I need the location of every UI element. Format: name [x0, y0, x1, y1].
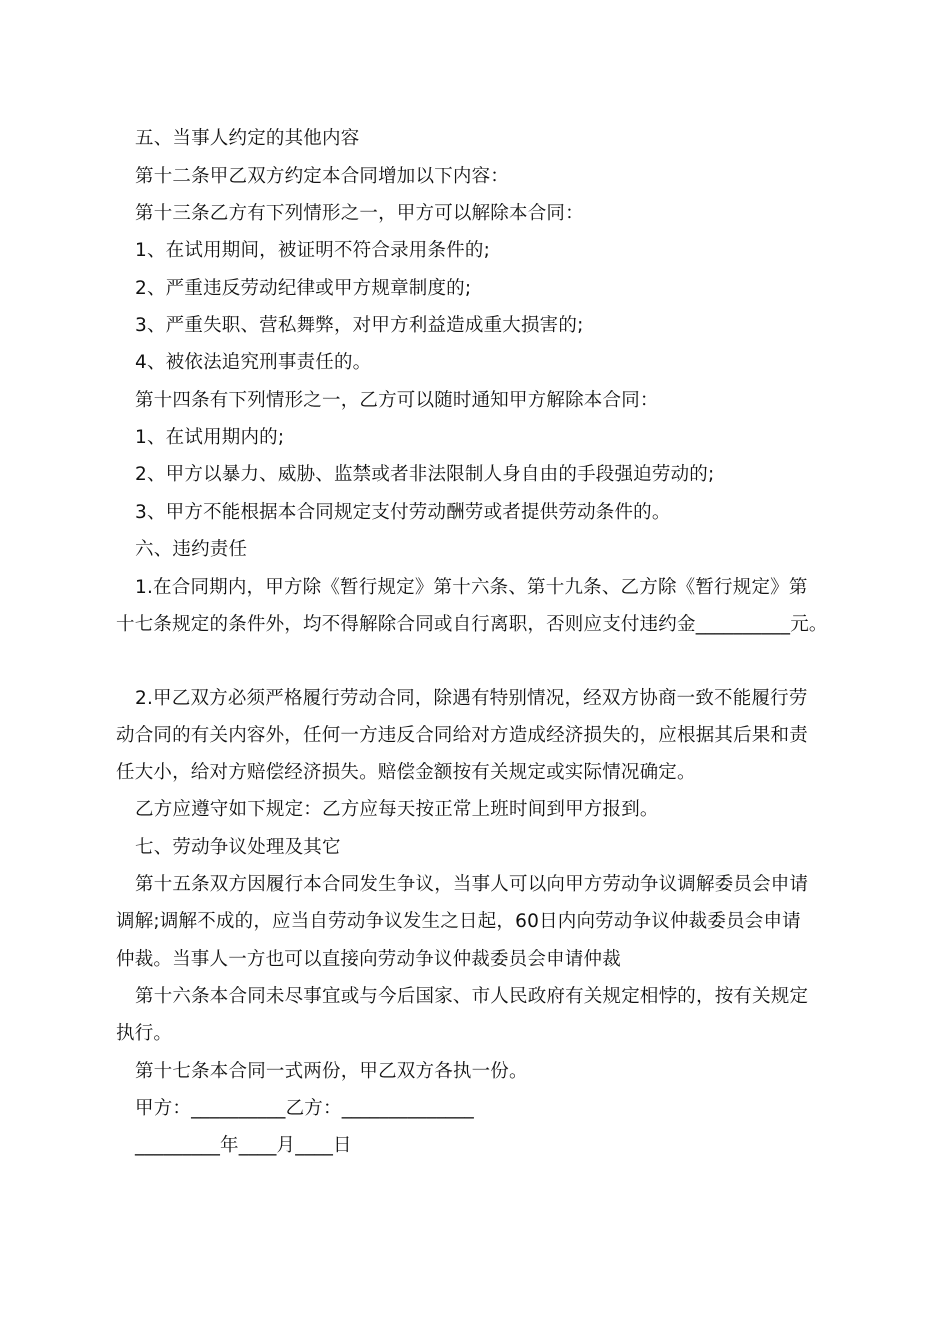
signature-line: 甲方：__________乙方：______________	[135, 1098, 475, 1119]
clause-15-line-2: 调解;调解不成的，应当自劳动争议发生之日起，60日内向劳动争议仲裁委员会申请	[116, 911, 801, 932]
liability-para-1-line-2: 十七条规定的条件外，均不得解除合同或自行离职，否则应支付违约金__________元。	[116, 614, 828, 635]
clause-13-item-2: 2、严重违反劳动纪律或甲方规章制度的;	[135, 278, 472, 299]
clause-14: 第十四条有下列情形之一，乙方可以随时通知甲方解除本合同：	[135, 390, 659, 411]
clause-14-item-1: 1、在试用期内的;	[135, 427, 285, 448]
party-b-rule: 乙方应遵守如下规定：乙方应每天按正常上班时间到甲方报到。	[135, 799, 659, 820]
liability-para-1-line-1: 1.在合同期内，甲方除《暂行规定》第十六条、第十九条、乙方除《暂行规定》第	[135, 577, 808, 598]
clause-13-item-3: 3、严重失职、营私舞弊，对甲方利益造成重大损害的;	[135, 315, 584, 336]
clause-14-item-2: 2、甲方以暴力、威胁、监禁或者非法限制人身自由的手段强迫劳动的;	[135, 464, 715, 485]
clause-13-item-4: 4、被依法追究刑事责任的。	[135, 352, 372, 373]
liability-para-2-line-1: 2.甲乙双方必须严格履行劳动合同，除遇有特别情况，经双方协商一致不能履行劳	[135, 688, 808, 709]
clause-17: 第十七条本合同一式两份，甲乙双方各执一份。	[135, 1061, 528, 1082]
clause-16-line-1: 第十六条本合同未尽事宜或与今后国家、市人民政府有关规定相悖的，按有关规定	[135, 986, 809, 1007]
liability-para-2-line-2: 动合同的有关内容外，任何一方违反合同给对方造成经济损失的，应根据其后果和责	[116, 725, 808, 746]
clause-15-line-3: 仲裁。当事人一方也可以直接向劳动争议仲裁委员会申请仲裁	[116, 949, 621, 970]
liability-para-2-line-3: 任大小，给对方赔偿经济损失。赔偿金额按有关规定或实际情况确定。	[116, 762, 696, 783]
date-line: _________年____月____日	[135, 1135, 352, 1156]
section-heading-disputes: 七、劳动争议处理及其它	[135, 837, 341, 858]
section-heading-other-terms: 五、当事人约定的其他内容	[135, 128, 360, 149]
clause-15-line-1: 第十五条双方因履行本合同发生争议，当事人可以向甲方劳动争议调解委员会申请	[135, 874, 809, 895]
clause-16-line-2: 执行。	[116, 1023, 173, 1044]
clause-14-item-3: 3、甲方不能根据本合同规定支付劳动酬劳或者提供劳动条件的。	[135, 502, 671, 523]
clause-13-item-1: 1、在试用期间，被证明不符合录用条件的;	[135, 240, 491, 261]
section-heading-liability: 六、违约责任	[135, 539, 248, 560]
clause-12: 第十二条甲乙双方约定本合同增加以下内容：	[135, 166, 510, 187]
clause-13: 第十三条乙方有下列情形之一，甲方可以解除本合同：	[135, 203, 584, 224]
